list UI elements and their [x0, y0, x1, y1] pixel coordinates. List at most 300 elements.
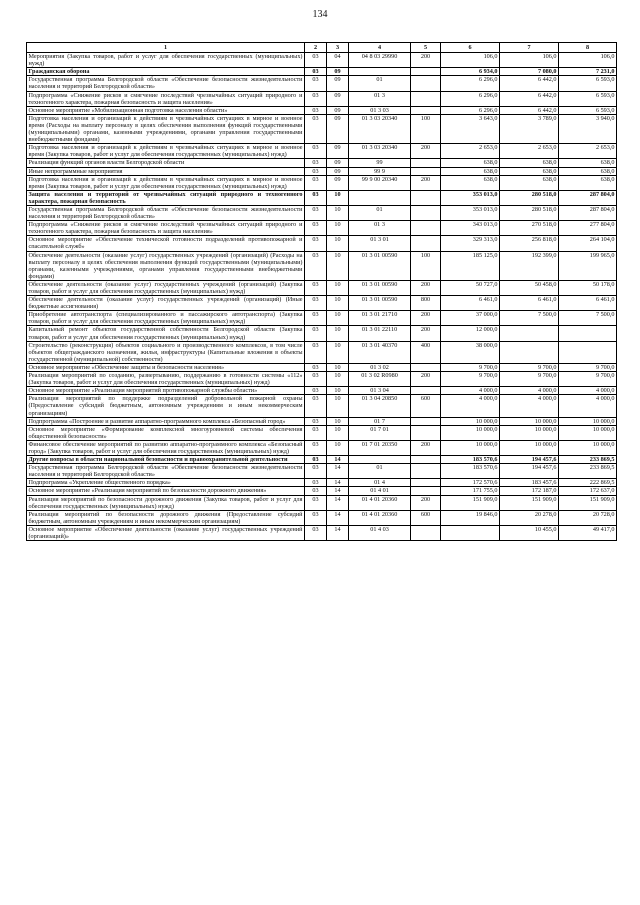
- subsection-code-cell: 10: [327, 440, 349, 455]
- section-code-cell: 03: [305, 479, 327, 487]
- section-code-cell: 03: [305, 417, 327, 425]
- expense-type-cell: [411, 91, 441, 106]
- target-article-cell: 01 3 01 22110: [349, 326, 411, 341]
- amount-cell-year1: 6 296,0: [441, 76, 500, 91]
- row-name-cell: Основное мероприятие «Обеспечение технической готовности подразделений противопожарной и спасательной служб»: [28, 236, 303, 251]
- target-article-cell: 01 3: [349, 221, 411, 236]
- section-code-cell: 03: [305, 175, 327, 190]
- row-name-cell: Государственная программа Белгородской области «Обеспечение безопасности жизнедеятельности населения и территорий Белгородской области»: [28, 76, 303, 91]
- amount-cell-year1: 638,0: [441, 175, 500, 190]
- amount-cell-year2: 151 909,0: [500, 495, 559, 510]
- amount-cell-year1: 638,0: [441, 167, 500, 175]
- subsection-code-cell: 14: [327, 464, 349, 479]
- expense-type-cell: 200: [411, 372, 441, 387]
- amount-cell-year3: 287 804,0: [559, 190, 617, 205]
- expense-type-cell: [411, 464, 441, 479]
- row-name-cell: Основное мероприятие «Обеспечение деятельности (оказание услуг) государственных учреждений (организаций)»: [28, 525, 303, 540]
- section-code-cell: 03: [305, 440, 327, 455]
- table-header-row: [27, 43, 617, 53]
- subsection-code-cell: 10: [327, 190, 349, 205]
- section-code-cell: 03: [305, 456, 327, 464]
- amount-cell-year3: 106,0: [559, 53, 617, 68]
- amount-cell-year2: 6 461,0: [500, 296, 559, 311]
- amount-cell-year3: 4 000,0: [559, 387, 617, 395]
- subsection-code-cell: 14: [327, 487, 349, 495]
- expense-type-cell: [411, 205, 441, 220]
- amount-cell-year1: 353 013,0: [441, 205, 500, 220]
- target-article-cell: 01: [349, 205, 411, 220]
- amount-cell-year1: 38 000,0: [441, 341, 500, 363]
- table-row: [27, 159, 617, 167]
- expense-type-cell: 200: [411, 280, 441, 295]
- table-row: [27, 221, 617, 236]
- target-article-cell: 01 3 03 20340: [349, 144, 411, 159]
- expense-type-cell: 600: [411, 510, 441, 525]
- amount-cell-year1: 6 296,0: [441, 91, 500, 106]
- amount-cell-year1: 183 570,6: [441, 464, 500, 479]
- row-name-cell: Государственная программа Белгородской области «Обеспечение безопасности жизнедеятельности населения и территорий Белгородской области»: [28, 464, 303, 479]
- expense-type-cell: [411, 417, 441, 425]
- target-article-cell: 01 7 01: [349, 425, 411, 440]
- budget-table: [26, 42, 617, 541]
- subsection-code-cell: 10: [327, 280, 349, 295]
- target-article-cell: 99 9 00 20340: [349, 175, 411, 190]
- subsection-code-cell: 09: [327, 91, 349, 106]
- section-code-cell: 03: [305, 464, 327, 479]
- expense-type-cell: 200: [411, 311, 441, 326]
- target-article-cell: 01 4: [349, 479, 411, 487]
- row-name-cell: Защита населения и территорий от чрезвычайных ситуаций природного и техногенного характера, пожарная безопасность: [28, 190, 303, 205]
- subsection-code-cell: 10: [327, 251, 349, 280]
- amount-cell-year3: 49 417,0: [559, 525, 617, 540]
- target-article-cell: 01 3 02 R0980: [349, 372, 411, 387]
- row-name-cell: Обеспечение деятельности (оказание услуг) государственных учреждений (организаций) (Закупка товаров, работ и услуг для обеспечения государственных (муниципальных) нужд): [28, 280, 303, 295]
- amount-cell-year3: 7 231,0: [559, 68, 617, 76]
- target-article-cell: 01 3 01 00590: [349, 251, 411, 280]
- amount-cell-year3: [559, 341, 617, 363]
- expense-type-cell: [411, 190, 441, 205]
- expense-type-cell: [411, 236, 441, 251]
- amount-cell-year1: 151 909,0: [441, 495, 500, 510]
- expense-type-cell: 400: [411, 341, 441, 363]
- amount-cell-year1: 353 013,0: [441, 190, 500, 205]
- amount-cell-year3: 20 728,0: [559, 510, 617, 525]
- amount-cell-year1: 12 000,0: [441, 326, 500, 341]
- target-article-cell: 01 7: [349, 417, 411, 425]
- target-article-cell: 01 3 01 21710: [349, 311, 411, 326]
- amount-cell-year2: 280 518,0: [500, 205, 559, 220]
- subsection-code-cell: 10: [327, 372, 349, 387]
- amount-cell-year2: 106,0: [500, 53, 559, 68]
- expense-type-cell: 200: [411, 495, 441, 510]
- table-row: [27, 106, 617, 114]
- section-code-cell: 03: [305, 525, 327, 540]
- target-article-cell: 01 3 04 20850: [349, 395, 411, 417]
- amount-cell-year1: 172 570,6: [441, 479, 500, 487]
- amount-cell-year2: 280 518,0: [500, 190, 559, 205]
- amount-cell-year3: 199 965,0: [559, 251, 617, 280]
- amount-cell-year1: 106,0: [441, 53, 500, 68]
- expense-type-cell: 200: [411, 440, 441, 455]
- subsection-code-cell: 10: [327, 205, 349, 220]
- row-name-cell: Приобретение автотранспорта (специализированного и пассажирского автотранспорта) (Закупка товаров, работ и услуг для обеспечения государственных (муниципальных) нужд): [28, 311, 303, 326]
- row-name-cell: Реализация мероприятий по поддержке подразделений добровольной пожарной охраны (Предоставление субсидий бюджетным, автономным учреждениям и иным некоммерческим организациям): [28, 395, 303, 417]
- amount-cell-year3: 7 500,0: [559, 311, 617, 326]
- amount-cell-year2: 256 818,0: [500, 236, 559, 251]
- target-article-cell: 01 7 01 20350: [349, 440, 411, 455]
- table-row: [27, 440, 617, 455]
- row-name-cell: Основное мероприятие «Реализация мероприятий противопожарной службы области»: [27, 387, 305, 395]
- row-name-cell: Финансовое обеспечение мероприятий по развитию аппаратно-программного комплекса «Безопасный город» (Закупка товаров, работ и услуг для обеспечения государственных (муниципальных) нужд): [28, 440, 303, 455]
- subsection-code-cell: 09: [327, 114, 349, 143]
- table-row: [27, 487, 617, 495]
- table-row: [27, 311, 617, 326]
- target-article-cell: 01 3 02: [349, 363, 411, 371]
- target-article-cell: 01 3 01 40370: [349, 341, 411, 363]
- amount-cell-year1: 638,0: [441, 159, 500, 167]
- section-code-cell: 03: [305, 387, 327, 395]
- amount-cell-year3: 9 700,0: [559, 363, 617, 371]
- amount-cell-year2: 50 458,0: [500, 280, 559, 295]
- table-row: [27, 479, 617, 487]
- amount-cell-year3: 222 869,5: [559, 479, 617, 487]
- amount-cell-year3: 2 653,0: [559, 144, 617, 159]
- table-row: [27, 425, 617, 440]
- row-name-cell: Основное мероприятие «Мобилизационная подготовка населения области»: [27, 106, 305, 114]
- section-code-cell: 03: [305, 487, 327, 495]
- amount-cell-year1: 10 000,0: [441, 425, 500, 440]
- table-row: [27, 510, 617, 525]
- target-article-cell: [349, 68, 411, 76]
- amount-cell-year2: 194 457,6: [500, 464, 559, 479]
- row-name-cell: Подготовка населения и организаций к действиям в чрезвычайных ситуациях в мирное и военное время (Закупка товаров, работ и услуг для обеспечения государственных (муниципальных) нужд): [28, 175, 303, 190]
- subsection-code-cell: 14: [327, 495, 349, 510]
- section-code-cell: 03: [305, 495, 327, 510]
- section-code-cell: 03: [305, 205, 327, 220]
- amount-cell-year2: 6 442,0: [500, 91, 559, 106]
- subsection-code-cell: 09: [327, 167, 349, 175]
- amount-cell-year1: 6 934,0: [441, 68, 500, 76]
- amount-cell-year3: 9 700,0: [559, 372, 617, 387]
- section-code-cell: 03: [305, 76, 327, 91]
- subsection-code-cell: 09: [327, 106, 349, 114]
- subsection-code-cell: 09: [327, 144, 349, 159]
- subsection-code-cell: 10: [327, 425, 349, 440]
- amount-cell-year1: 183 570,6: [441, 456, 500, 464]
- subsection-code-cell: 10: [327, 221, 349, 236]
- target-article-cell: 01: [349, 464, 411, 479]
- table-row: [27, 464, 617, 479]
- subsection-code-cell: 14: [327, 525, 349, 540]
- section-code-cell: 03: [305, 425, 327, 440]
- amount-cell-year2: 4 000,0: [500, 387, 559, 395]
- row-name-cell: Гражданская оборона: [27, 68, 305, 76]
- row-name-cell: Строительство (реконструкция) объектов социального и производственного комплексов, в том числе объектов общегражданского назначения, жилья, инфраструктуры (Капитальные вложения в объекты государственной (муниципальной) собственности): [28, 341, 303, 363]
- amount-cell-year3: [559, 326, 617, 341]
- amount-cell-year2: 7 080,0: [500, 68, 559, 76]
- subsection-code-cell: 09: [327, 68, 349, 76]
- amount-cell-year2: 10 000,0: [500, 440, 559, 455]
- section-code-cell: 03: [305, 68, 327, 76]
- target-article-cell: 01 3 01: [349, 236, 411, 251]
- expense-type-cell: [411, 525, 441, 540]
- column-header: 5: [411, 43, 441, 53]
- target-article-cell: 01 3 04: [349, 387, 411, 395]
- section-code-cell: 03: [305, 251, 327, 280]
- amount-cell-year2: 7 500,0: [500, 311, 559, 326]
- amount-cell-year3: 6 461,0: [559, 296, 617, 311]
- amount-cell-year3: 233 869,5: [559, 456, 617, 464]
- amount-cell-year1: 9 700,0: [441, 363, 500, 371]
- row-name-cell: Основное мероприятие «Формирование комплексной многоуровневой системы обеспечения общественной безопасности»: [28, 425, 303, 440]
- row-name-cell: Подготовка населения и организаций к действиям в чрезвычайных ситуациях в мирное и военное время (Закупка товаров, работ и услуг для обеспечения государственных (муниципальных) нужд): [28, 144, 303, 159]
- column-header: 8: [559, 43, 617, 53]
- target-article-cell: 01 3 01 00590: [349, 280, 411, 295]
- column-header: 7: [500, 43, 559, 53]
- amount-cell-year1: 50 727,0: [441, 280, 500, 295]
- section-code-cell: 03: [305, 190, 327, 205]
- amount-cell-year3: 10 000,0: [559, 417, 617, 425]
- table-row: [27, 326, 617, 341]
- amount-cell-year1: 2 653,0: [441, 144, 500, 159]
- expense-type-cell: [411, 167, 441, 175]
- expense-type-cell: 200: [411, 144, 441, 159]
- subsection-code-cell: 04: [327, 53, 349, 68]
- row-name-cell: Реализация мероприятий по безопасности дорожного движения (Закупка товаров, работ и услуг для обеспечения государственных (муниципальных) нужд): [28, 495, 303, 510]
- section-code-cell: 03: [305, 221, 327, 236]
- amount-cell-year1: 9 700,0: [441, 372, 500, 387]
- row-name-cell: Реализация мероприятий по созданию, развертыванию, поддержанию в готовности системы «112» (Закупка товаров, работ и услуг для обеспечения государственных (муниципальных) нужд): [28, 372, 303, 387]
- expense-type-cell: [411, 106, 441, 114]
- expense-type-cell: [411, 487, 441, 495]
- section-code-cell: 03: [305, 114, 327, 143]
- subsection-code-cell: 10: [327, 417, 349, 425]
- amount-cell-year3: 4 000,0: [559, 395, 617, 417]
- amount-cell-year3: 151 909,0: [559, 495, 617, 510]
- table-row: [27, 525, 617, 540]
- table-row: [27, 372, 617, 387]
- amount-cell-year2: 270 518,0: [500, 221, 559, 236]
- amount-cell-year3: 172 637,0: [559, 487, 617, 495]
- amount-cell-year2: 6 442,0: [500, 106, 559, 114]
- subsection-code-cell: 10: [327, 326, 349, 341]
- subsection-code-cell: 14: [327, 479, 349, 487]
- expense-type-cell: [411, 456, 441, 464]
- expense-type-cell: 200: [411, 53, 441, 68]
- expense-type-cell: [411, 363, 441, 371]
- amount-cell-year1: 4 000,0: [441, 387, 500, 395]
- table-row: [27, 236, 617, 251]
- subsection-code-cell: 10: [327, 236, 349, 251]
- row-name-cell: Подпрограмма «Снижение рисков и смягчение последствий чрезвычайных ситуаций природного и техногенного характера, пожарная безопасность и защита населения»: [28, 91, 303, 106]
- subsection-code-cell: 10: [327, 296, 349, 311]
- amount-cell-year3: 233 869,5: [559, 464, 617, 479]
- amount-cell-year1: 343 013,0: [441, 221, 500, 236]
- amount-cell-year3: 277 804,0: [559, 221, 617, 236]
- section-code-cell: 03: [305, 280, 327, 295]
- section-code-cell: 03: [305, 296, 327, 311]
- amount-cell-year1: 37 000,0: [441, 311, 500, 326]
- table-row: [27, 175, 617, 190]
- section-code-cell: 03: [305, 236, 327, 251]
- amount-cell-year3: 6 593,0: [559, 106, 617, 114]
- section-code-cell: 03: [305, 341, 327, 363]
- amount-cell-year1: 4 000,0: [441, 395, 500, 417]
- amount-cell-year2: 4 000,0: [500, 395, 559, 417]
- amount-cell-year2: 9 700,0: [500, 372, 559, 387]
- subsection-code-cell: 09: [327, 175, 349, 190]
- amount-cell-year3: 638,0: [559, 159, 617, 167]
- table-row: [27, 144, 617, 159]
- table-row: [27, 91, 617, 106]
- table-row: [27, 417, 617, 425]
- target-article-cell: 01: [349, 76, 411, 91]
- target-article-cell: [349, 456, 411, 464]
- target-article-cell: 01 3: [349, 91, 411, 106]
- amount-cell-year2: 10 000,0: [500, 425, 559, 440]
- expense-type-cell: [411, 479, 441, 487]
- table-row: [27, 280, 617, 295]
- amount-cell-year2: 638,0: [500, 159, 559, 167]
- expense-type-cell: [411, 221, 441, 236]
- amount-cell-year3: 287 804,0: [559, 205, 617, 220]
- amount-cell-year2: 183 457,6: [500, 479, 559, 487]
- amount-cell-year1: 10 000,0: [441, 440, 500, 455]
- amount-cell-year3: 638,0: [559, 175, 617, 190]
- expense-type-cell: [411, 76, 441, 91]
- amount-cell-year1: [441, 525, 500, 540]
- section-code-cell: 03: [305, 159, 327, 167]
- page-number: 134: [312, 9, 328, 20]
- section-code-cell: 03: [305, 106, 327, 114]
- target-article-cell: 01 3 01 00590: [349, 296, 411, 311]
- amount-cell-year1: 10 000,0: [441, 417, 500, 425]
- amount-cell-year1: 19 846,0: [441, 510, 500, 525]
- subsection-code-cell: 09: [327, 76, 349, 91]
- amount-cell-year2: [500, 326, 559, 341]
- target-article-cell: 01 3 03: [349, 106, 411, 114]
- amount-cell-year2: 3 789,0: [500, 114, 559, 143]
- expense-type-cell: [411, 387, 441, 395]
- target-article-cell: 99 9: [349, 167, 411, 175]
- section-code-cell: 03: [305, 395, 327, 417]
- amount-cell-year3: 638,0: [559, 167, 617, 175]
- amount-cell-year3: 6 593,0: [559, 76, 617, 91]
- amount-cell-year2: 2 653,0: [500, 144, 559, 159]
- column-header: 2: [305, 43, 327, 53]
- expense-type-cell: [411, 159, 441, 167]
- row-name-cell: Обеспечение деятельности (оказание услуг) государственных учреждений (организаций) (Иные бюджетные ассигнования): [28, 296, 303, 311]
- subsection-code-cell: 14: [327, 456, 349, 464]
- row-name-cell: Мероприятия (Закупка товаров, работ и услуг для обеспечения государственных (муниципальных) нужд): [28, 53, 303, 68]
- section-code-cell: 03: [305, 91, 327, 106]
- amount-cell-year2: 10 455,0: [500, 525, 559, 540]
- amount-cell-year2: 9 700,0: [500, 363, 559, 371]
- target-article-cell: 04 8 03 29990: [349, 53, 411, 68]
- row-name-cell: Капитальный ремонт объектов государственной собственности Белгородской области (Закупка товаров, работ и услуг для обеспечения государственных (муниципальных) нужд): [28, 326, 303, 341]
- table-row: [27, 296, 617, 311]
- amount-cell-year2: 6 442,0: [500, 76, 559, 91]
- table-row: [27, 167, 617, 175]
- section-code-cell: 03: [305, 144, 327, 159]
- target-article-cell: 99: [349, 159, 411, 167]
- table-row: [27, 495, 617, 510]
- subsection-code-cell: 09: [327, 159, 349, 167]
- row-name-cell: Иные непрограммные мероприятия: [27, 167, 305, 175]
- table-row: [27, 251, 617, 280]
- expense-type-cell: 600: [411, 395, 441, 417]
- amount-cell-year2: 638,0: [500, 175, 559, 190]
- table-row: [27, 114, 617, 143]
- expense-type-cell: 800: [411, 296, 441, 311]
- row-name-cell: Другие вопросы в области национальной безопасности и правоохранительной деятельности: [27, 456, 305, 464]
- row-name-cell: Подпрограмма «Укрепление общественного порядка»: [27, 479, 305, 487]
- expense-type-cell: 200: [411, 175, 441, 190]
- table-row: [27, 76, 617, 91]
- subsection-code-cell: 10: [327, 341, 349, 363]
- amount-cell-year1: 185 125,0: [441, 251, 500, 280]
- column-header: 1: [27, 43, 305, 53]
- row-name-cell: Подпрограмма «Снижение рисков и смягчение последствий чрезвычайных ситуаций природного и техногенного характера, пожарная безопасность и защита населения»: [28, 221, 303, 236]
- target-article-cell: 01 4 01: [349, 487, 411, 495]
- amount-cell-year3: 10 000,0: [559, 425, 617, 440]
- amount-cell-year3: 3 940,0: [559, 114, 617, 143]
- row-name-cell: Обеспечение деятельности (оказание услуг) государственных учреждений (организаций) (Расходы на выплату персоналу в целях обеспечения выполнения функций государственными (муниципальными) органами, казенными учреждениями, органами управления государственными внебюджетными фондами): [28, 251, 303, 280]
- section-code-cell: 03: [305, 372, 327, 387]
- amount-cell-year2: [500, 341, 559, 363]
- column-header: 3: [327, 43, 349, 53]
- expense-type-cell: 100: [411, 251, 441, 280]
- row-name-cell: Государственная программа Белгородской области «Обеспечение безопасности жизнедеятельности населения и территорий Белгородской области»: [28, 205, 303, 221]
- section-code-cell: 03: [305, 326, 327, 341]
- row-name-cell: Подпрограмма «Построение и развитие аппаратно-программного комплекса «Безопасный город»: [27, 417, 305, 425]
- target-article-cell: [349, 190, 411, 205]
- table-row: [27, 53, 617, 68]
- table-row: [27, 68, 617, 76]
- table-row: [27, 456, 617, 464]
- column-header: 6: [441, 43, 500, 53]
- amount-cell-year1: 6 296,0: [441, 106, 500, 114]
- amount-cell-year3: 50 178,0: [559, 280, 617, 295]
- amount-cell-year1: 3 643,0: [441, 114, 500, 143]
- amount-cell-year1: 329 313,0: [441, 236, 500, 251]
- expense-type-cell: [411, 68, 441, 76]
- section-code-cell: 03: [305, 311, 327, 326]
- column-header: 4: [349, 43, 411, 53]
- target-article-cell: 01 4 01 20360: [349, 510, 411, 525]
- section-code-cell: 03: [305, 53, 327, 68]
- table-row: [27, 387, 617, 395]
- amount-cell-year2: 192 399,0: [500, 251, 559, 280]
- subsection-code-cell: 10: [327, 311, 349, 326]
- row-name-cell: Реализация функций органов власти Белгородской области: [27, 159, 305, 167]
- subsection-code-cell: 10: [327, 395, 349, 417]
- amount-cell-year2: 10 000,0: [500, 417, 559, 425]
- expense-type-cell: 100: [411, 114, 441, 143]
- section-code-cell: 03: [305, 167, 327, 175]
- subsection-code-cell: 10: [327, 363, 349, 371]
- row-name-cell: Основное мероприятие «Реализация мероприятий по безопасности дорожного движения»: [27, 487, 305, 495]
- row-name-cell: Подготовка населения и организаций к действиям в чрезвычайных ситуациях в мирное и военное время (Расходы на выплату персоналу в целях обеспечения выполнения функций государственными (муниципальными) органами, казенными учреждениями, органами управления государственными внебюджетными фондами): [28, 114, 303, 144]
- amount-cell-year1: 171 755,0: [441, 487, 500, 495]
- target-article-cell: 01 4 01 20360: [349, 495, 411, 510]
- row-name-cell: Основное мероприятие «Обеспечение защиты и безопасности населения»: [27, 363, 305, 371]
- subsection-code-cell: 10: [327, 387, 349, 395]
- table-row: [27, 395, 617, 417]
- target-article-cell: 01 3 03 20340: [349, 114, 411, 143]
- expense-type-cell: 200: [411, 326, 441, 341]
- amount-cell-year3: 6 593,0: [559, 91, 617, 106]
